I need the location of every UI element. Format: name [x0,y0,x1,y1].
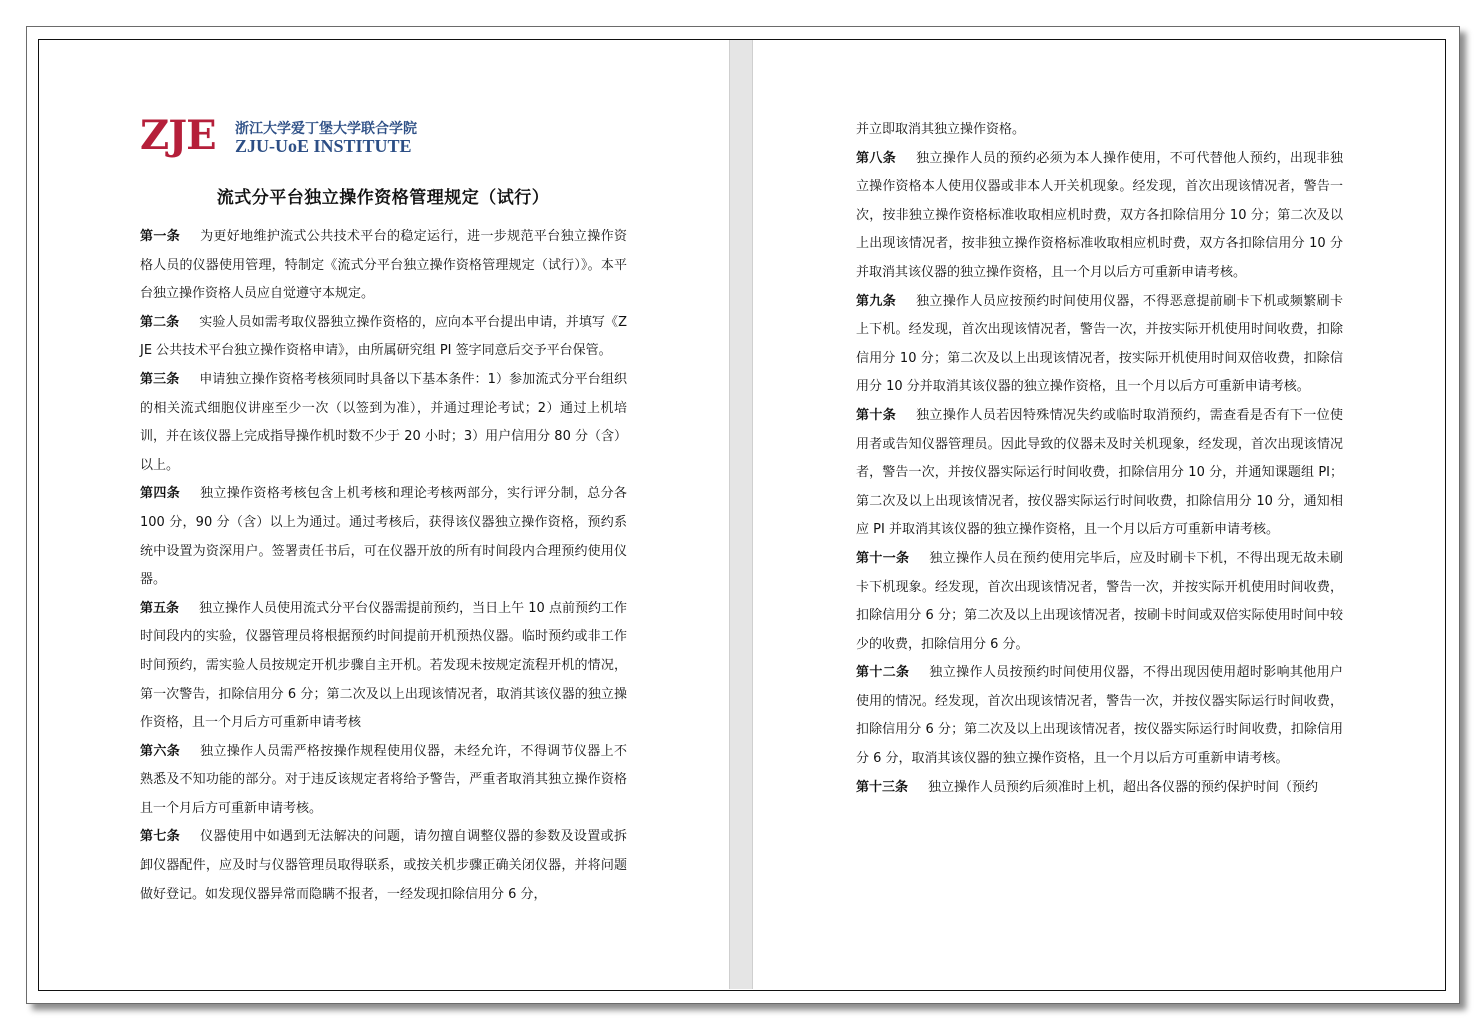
article-label: 第三条 [140,371,180,387]
article-label: 第五条 [140,600,180,616]
page-gutter [729,40,753,989]
article-paragraph [856,402,1343,545]
article-paragraph [856,116,1343,145]
article-paragraph [856,659,1343,773]
article-paragraph [856,545,1343,659]
article-label: 第六条 [140,743,181,759]
article-label: 第十二条 [856,665,910,681]
article-text: 独立操作人员按预约时间使用仪器，不得出现因使用超时影响其他用户使用的情况。经发现，首次出现该情况者，警告一次，并按仪器实际运行时间收费，扣除信用分 6 分；第二次及以上出现该情况者，按仪器实际运行时间收费，扣除信用分 6 分，取消其该仪器的独立操作资格，且一个月以后方可重新申请考核。 [856,665,1343,767]
article-text: 独立操作人员使用流式分平台仪器需提前预约，当日上午 10 点前预约工作时间段内的实验，仪器管理员将根据预约时间提前开机预热仪器。临时预约或非工作时间预约，需实验人员按规定开机步骤自主开机。若发现未按规定流程开机的情况，第一次警告，扣除信用分 6 分；第二次及以上出现该情况者，取消其该仪器的独立操作资格，且一个月后方可重新申请考核 [140,600,627,731]
article-paragraph [856,145,1343,288]
article-paragraph [140,366,627,480]
article-label: 第九条 [856,293,897,309]
article-text: 并立即取消其独立操作资格。 [856,122,1026,137]
article-text: 独立操作人员需严格按操作规程使用仪器，未经允许，不得调节仪器上不熟悉及不知功能的部分。对于违反该规定者将给予警告，严重者取消其独立操作资格且一个月后方可重新申请考核。 [140,743,627,816]
article-text: 为更好地维护流式公共技术平台的稳定运行，进一步规范平台独立操作资格人员的仪器使用管理，特制定《流式分平台独立操作资格管理规定（试行）》。本平台独立操作资格人员应自觉遵守本规定。 [140,229,627,302]
article-label: 第十一条 [856,550,910,566]
article-text: 仪器使用中如遇到无法解决的问题，请勿擅自调整仪器的参数及设置或拆卸仪器配件，应及时与仪器管理员取得联系，或按关机步骤正确关闭仪器，并将问题做好登记。如发现仪器异常而隐瞒不报者，一经发现扣除信用分 6 分， [140,829,627,902]
logo-chinese-name: 浙江大学爱丁堡大学联合学院 [235,121,417,137]
article-text: 独立操作人员的预约必须为本人操作使用，不可代替他人预约，出现非独立操作资格本人使用仪器或非本人开关机现象。经发现，首次出现该情况者，警告一次，按非独立操作资格标准收取相应机时费，双方各扣除信用分 10 分；第二次及以上出现该情况者，按非独立操作资格标准收取相应机时费，双方各扣除信用分 10 分并取消其该仪器的独立操作资格，且一个月以后方可重新申请考核。 [856,150,1343,280]
article-text: 申请独立操作资格考核须同时具备以下基本条件：1）参加流式分平台组织的相关流式细胞仪讲座至少一次（以签到为准），并通过理论考试；2）通过上机培训，并在该仪器上完成指导操作机时数不少于 20 小时；3）用户信用分 80 分（含）以上。 [140,371,627,473]
document-title: 流式分平台独立操作资格管理规定（试行） [216,188,550,208]
article-label: 第十三条 [856,779,909,795]
article-paragraph [140,223,627,309]
right-column [856,116,1343,802]
article-text: 实验人员如需考取仪器独立操作资格的，应向本平台提出申请，并填写《ZJE 公共技术平台独立操作资格申请》，由所属研究组 PI 签字同意后交予平台保管。 [140,314,627,359]
article-paragraph [140,480,627,594]
article-paragraph [140,595,627,738]
logo-english-name: ZJU-UoE INSTITUTE [235,136,412,156]
article-paragraph [856,774,1343,803]
article-label: 第四条 [140,486,181,502]
article-paragraph [140,823,627,909]
article-label: 第十条 [856,407,897,423]
article-paragraph [140,738,627,824]
article-text: 独立操作资格考核包含上机考核和理论考核两部分，实行评分制，总分各 100 分，90 分（含）以上为通过。通过考核后，获得该仪器独立操作资格，预约系统中设置为资深用户。签署责任书后，可在仪器开放的所有时间段内合理预约使用仪器。 [140,486,627,588]
article-label: 第八条 [856,150,897,166]
article-label: 第一条 [140,229,181,244]
article-label: 第二条 [140,314,180,330]
logo-mark: ZJE [140,112,216,159]
article-label: 第七条 [140,829,181,845]
article-text: 独立操作人员在预约使用完毕后，应及时刷卡下机，不得出现无故未刷卡下机现象。经发现，首次出现该情况者，警告一次，并按实际开机使用时间收费，扣除信用分 6 分；第二次及以上出现该情况者，按刷卡时间或双倍实际使用时间中较少的收费，扣除信用分 6 分。 [856,550,1343,652]
article-text: 独立操作人员若因特殊情况失约或临时取消预约，需查看是否有下一位使用者或告知仪器管理员。因此导致的仪器未及时关机现象，经发现，首次出现该情况者，警告一次，并按仪器实际运行时间收费，扣除信用分 10 分，并通知课题组 PI；第二次及以上出现该情况者，按仪器实际运行时间收费，扣除信用分 10 分，通知相应 PI 并取消其该仪器的独立操作资格，且一个月以后方可重新申请考核。 [856,407,1343,538]
article-paragraph [140,309,627,366]
article-paragraph [856,288,1343,402]
article-text: 独立操作人员预约后须准时上机，超出各仪器的预约保护时间（预约 [928,779,1319,795]
left-column [140,223,627,909]
article-text: 独立操作人员应按预约时间使用仪器，不得恶意提前刷卡下机或频繁刷卡上下机。经发现，首次出现该情况者，警告一次，并按实际开机使用时间收费，扣除信用分 10 分；第二次及以上出现该情况者，按实际开机使用时间双倍收费，扣除信用分 10 分并取消其该仪器的独立操作资格，且一个月以后方可重新申请考核。 [856,293,1343,395]
